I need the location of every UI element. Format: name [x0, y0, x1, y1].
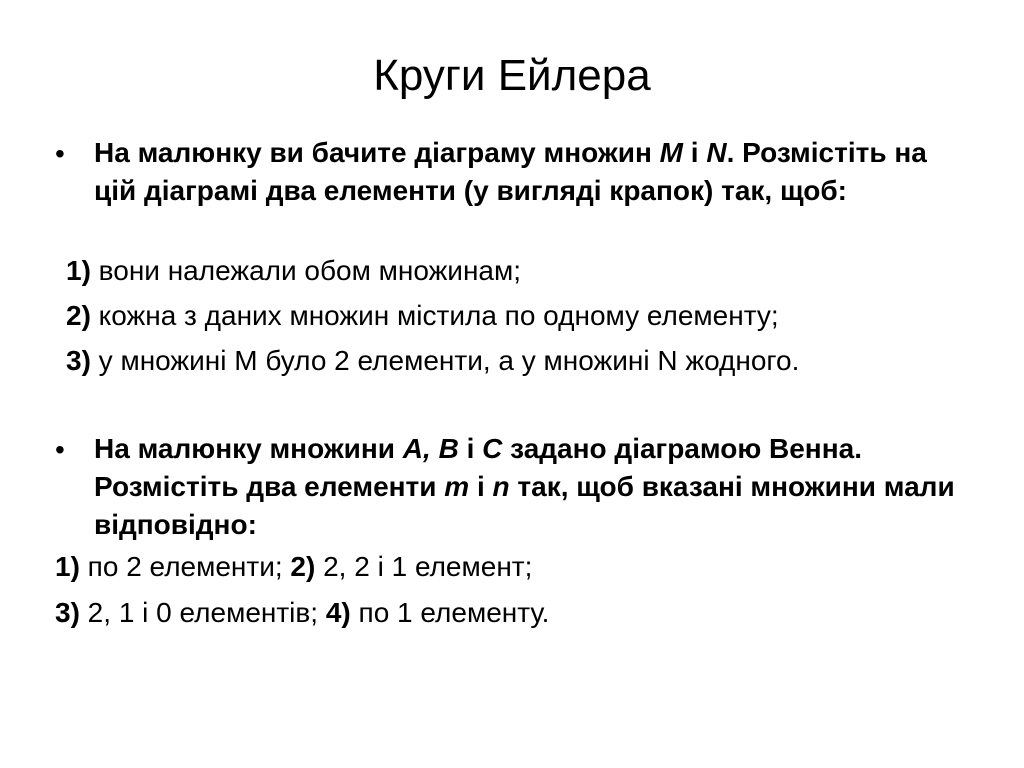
item-number: 2) — [66, 300, 91, 331]
element-m-label: m — [444, 471, 470, 502]
task-1-item — [66, 297, 779, 335]
item-number: 2) — [290, 551, 316, 582]
task-2-text: задано діаграмою Венна. Розмістіть два елементи — [94, 433, 862, 502]
item-text: 2, 2 і 1 елемент; — [315, 551, 533, 582]
item-text: по 2 елементи; — [79, 551, 291, 582]
task-1-item — [66, 342, 799, 380]
task-2-text: і — [458, 433, 483, 464]
item-text: 2, 1 і 0 елементів; — [79, 597, 326, 628]
item-number: 3) — [66, 345, 91, 376]
item-number: 4) — [325, 597, 351, 628]
sets-ab-label: А, В — [402, 433, 459, 464]
item-text: вони належали обом множинам; — [90, 255, 522, 286]
task-2-text: і — [469, 471, 493, 502]
task-1-paragraph — [94, 134, 974, 210]
task-2-item — [55, 548, 532, 586]
task-2-item — [55, 594, 549, 632]
item-text: у множині М було 2 елементи, а у множині N жодного. — [90, 345, 800, 376]
set-n-label: N — [706, 137, 727, 168]
task-2-text: так, щоб вказані множини мали відповідно: — [94, 471, 955, 540]
bullet-icon: • — [55, 138, 65, 169]
set-m-label: M — [659, 137, 683, 168]
set-c-label: С — [482, 433, 503, 464]
slide-title: Круги Ейлера — [373, 51, 651, 100]
item-number: 3) — [55, 597, 80, 628]
item-number: 1) — [66, 255, 91, 286]
task-1-text: На малюнку ви бачите діаграму множин — [94, 137, 660, 168]
task-2-paragraph — [94, 430, 974, 544]
bullet-icon: • — [55, 434, 65, 465]
task-1-item — [66, 252, 521, 290]
task-1-text: і — [682, 137, 707, 168]
task-1-text: . Розмістіть на цій діаграмі два елементи (у вигляді крапок) так, щоб: — [94, 137, 927, 206]
task-2-text: На малюнку множини — [94, 433, 403, 464]
item-number: 1) — [55, 551, 80, 582]
element-n-label: n — [492, 471, 510, 502]
item-text: по 1 елементу. — [350, 597, 550, 628]
item-text: кожна з даних множин містила по одному елементу; — [90, 300, 779, 331]
